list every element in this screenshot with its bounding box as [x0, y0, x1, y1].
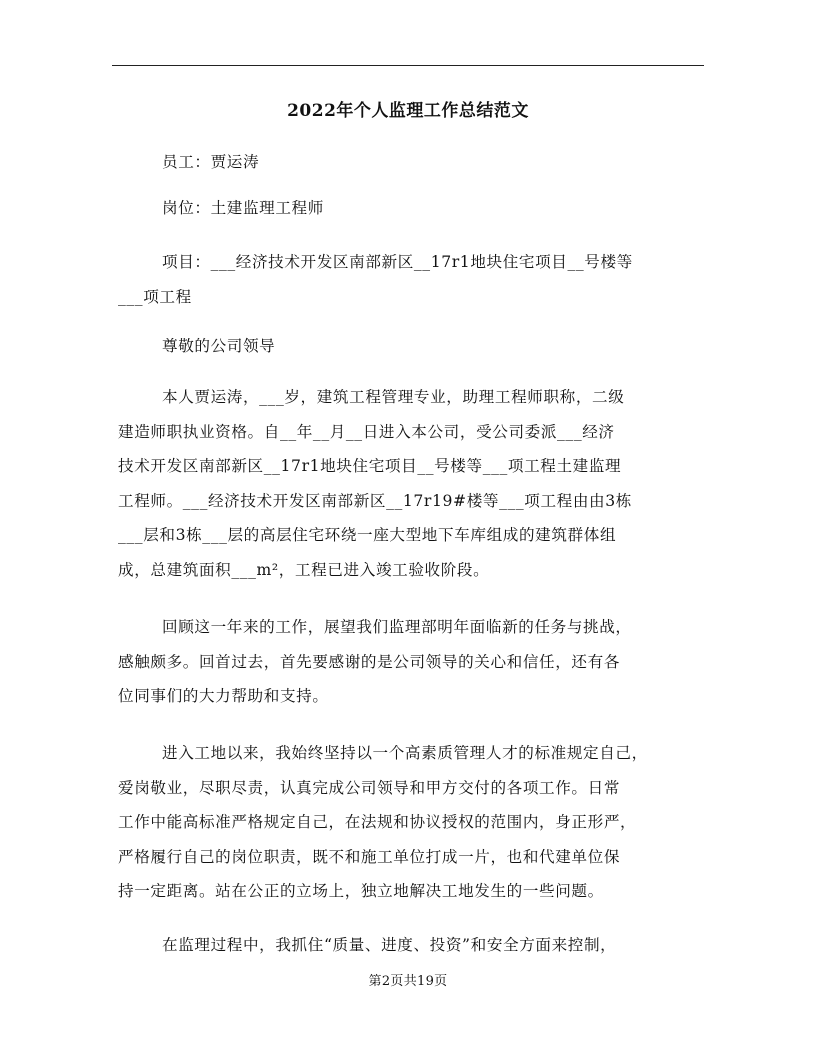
salutation	[118, 329, 748, 364]
salutation-text: 尊敬的公司领导	[162, 337, 276, 355]
supervision-process-line-1: 在监理过程中，我抓住“质量、进度、投资”和安全方面来控制，	[162, 936, 617, 954]
intro-line-6: 成，总建筑面积___m²，工程已进入竣工验收阶段。	[118, 560, 490, 579]
intro-line-3: 技术开发区南部新区__17r1地块住宅项目__号楼等___项工程土建监理	[118, 457, 622, 475]
post-text: 岗位：土建监理工程师	[162, 199, 324, 217]
intro-paragraph	[118, 380, 704, 587]
review-line-2: 感触颇多。回首过去，首先要感谢的是公司领导的关心和信任，还有各	[118, 652, 621, 671]
work-attitude-line-3: 工作中能高标准严格规定自己，在法规和协议授权的范围内，身正形严，	[118, 813, 637, 831]
header-rule	[112, 65, 704, 66]
work-attitude-line-5: 持一定距离。站在公正的立场上，独立地解决工地发生的一些问题。	[118, 882, 604, 900]
employee-line	[118, 145, 748, 180]
review-paragraph	[118, 610, 704, 714]
work-attitude-line-2: 爱岗敬业，尽职尽责，认真完成公司领导和甲方交付的各项工作。日常	[118, 778, 621, 797]
project-paragraph	[118, 245, 704, 314]
project-line-2: ___项工程	[118, 287, 192, 306]
document-title: 2022年个人监理工作总结范文	[287, 101, 529, 121]
review-line-3: 位同事们的大力帮助和支持。	[118, 687, 329, 705]
supervision-process-paragraph	[118, 928, 704, 963]
work-attitude-line-4: 严格履行自己的岗位职责，既不和施工单位打成一片，也和代建单位保	[118, 847, 621, 866]
review-line-1: 回顾这一年来的工作，展望我们监理部明年面临新的任务与挑战，	[162, 618, 632, 636]
work-attitude-paragraph	[118, 736, 704, 909]
post-line	[118, 191, 748, 226]
work-attitude-line-1: 进入工地以来，我始终坚持以一个高素质管理人才的标准规定自己，	[162, 744, 648, 762]
page-number-footer: 第2页共19页	[368, 974, 448, 989]
intro-line-5: ___层和3栋___层的高层住宅环绕一座大型地下车库组成的建筑群体组	[118, 526, 617, 544]
project-line-1: 项目：___经济技术开发区南部新区__17r1地块住宅项目__号楼等	[162, 253, 633, 271]
employee-text: 员工：贾运涛	[162, 153, 260, 171]
intro-line-1: 本人贾运涛，___岁，建筑工程管理专业，助理工程师职称，二级	[162, 388, 625, 406]
intro-line-4: 工程师。___经济技术开发区南部新区__17r19#楼等___项工程由由3栋	[118, 491, 632, 510]
intro-line-2: 建造师职执业资格。自__年__月__日进入本公司，受公司委派___经济	[118, 422, 615, 441]
